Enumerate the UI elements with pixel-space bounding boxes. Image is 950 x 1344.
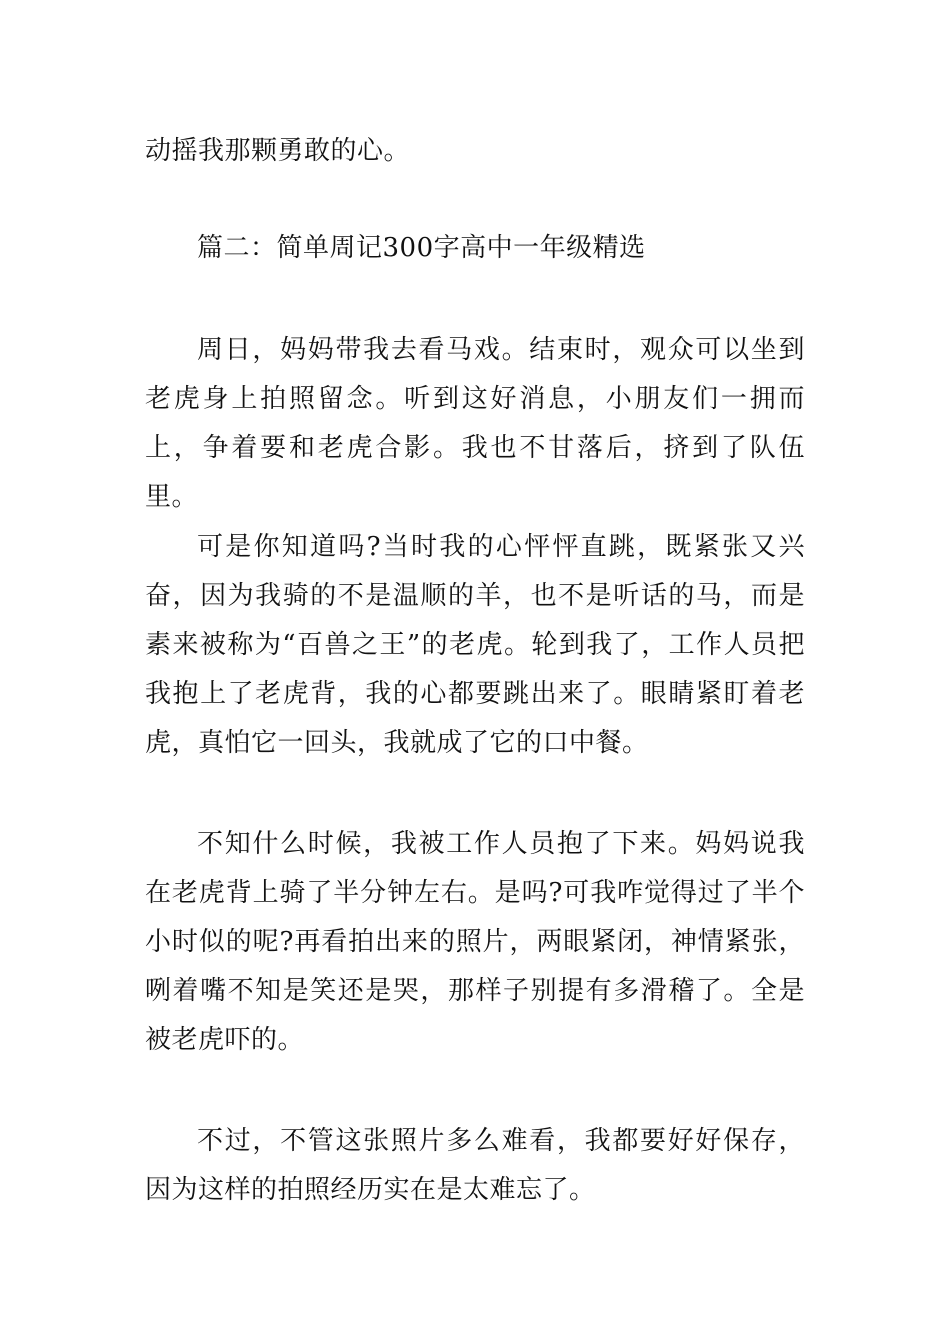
paragraph-3: 不知什么时候，我被工作人员抱了下来。妈妈说我在老虎背上骑了半分钟左右。是吗?可我咋觉得过了半个小时似的呢?再看拍出来的照片，两眼紧闭，神情紧张，咧着嘴不知是笑还是哭，那样子别提有多滑稽了。全是被老虎吓的。 [145, 829, 805, 1055]
section-heading: 篇二：简单周记300字高中一年级精选 [197, 233, 646, 263]
paragraph-2: 可是你知道吗?当时我的心怦怦直跳，既紧张又兴奋，因为我骑的不是温顺的羊，也不是听话的马，而是素来被称为“百兽之王”的老虎。轮到我了，工作人员把我抱上了老虎背，我的心都要跳出来了。眼睛紧盯着老虎，真怕它一回头，我就成了它的口中餐。 [145, 532, 805, 758]
continuation-text: 动摇我那颗勇敢的心。 [145, 136, 411, 166]
paragraph-4: 不过，不管这张照片多么难看，我都要好好保存，因为这样的拍照经历实在是太难忘了。 [145, 1126, 805, 1205]
paragraph-1: 周日，妈妈带我去看马戏。结束时，观众可以坐到老虎身上拍照留念。听到这好消息，小朋友们一拥而上，争着要和老虎合影。我也不甘落后，挤到了队伍里。 [145, 335, 805, 512]
